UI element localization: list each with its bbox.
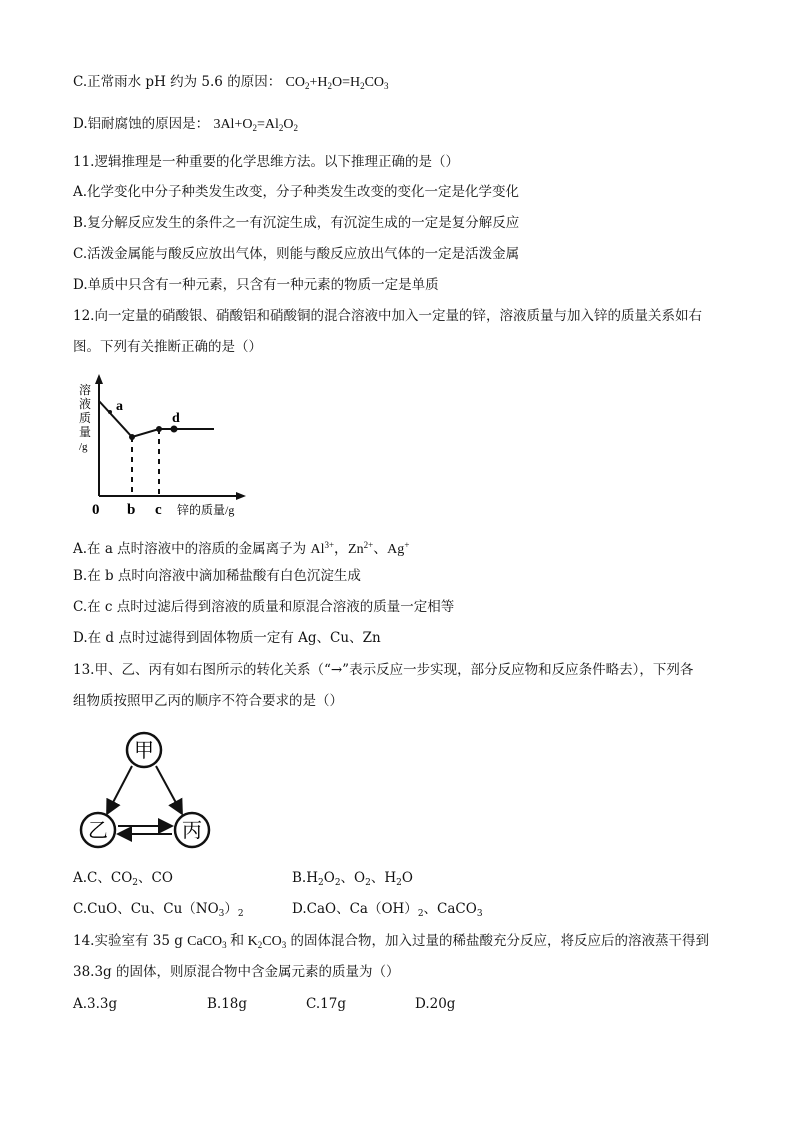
q14-option-b: B.18g (207, 996, 248, 1012)
q11-option-d: D.单质中只含有一种元素，只含有一种元素的物质一定是单质 (73, 277, 439, 293)
formula-caco3-k2co3: CaCO$_3$ 和 $K_2CO_3$ (187, 934, 287, 950)
q13-option-c: C.CuO、Cu、$Cu(NO_3)_2$ (73, 901, 244, 919)
ylabel-char-5: /g (79, 441, 88, 453)
x-axis-label: 锌的质量/g (177, 503, 235, 517)
label-c: c (155, 502, 162, 518)
q10-option-c: C.正常雨水 pH 约为 5.6 的原因： $CO_2+H_2O=H_2CO_3$ (73, 74, 389, 91)
node-jia-label: 甲 (134, 740, 154, 762)
q12-stem-1: 12.向一定量的硝酸银、硝酸铝和硝酸铜的混合溶液中加入一定量的锌，溶液质量与加入锌的质量关系如右 (73, 308, 702, 324)
q13-stem-1: 13.甲、乙、丙有如右图所示的转化关系（“→”表示反应一步实现，部分反应物和反应条件略去），下列各 (73, 662, 694, 678)
q13-stem-2: 组物质按照甲乙丙的顺序不符合要求的是（） (73, 693, 343, 709)
q14-option-c: C.17g (306, 996, 346, 1012)
q13-option-a: A.C、$CO_2$、CO (73, 870, 173, 888)
arrow-jia-to-yi (108, 766, 132, 812)
node-bing-label: 丙 (182, 820, 202, 842)
q10-option-d: D.铝耐腐蚀的原因是： $3Al+O_2=Al_2O_2$ (73, 116, 298, 133)
q11-option-a: A.化学变化中分子种类发生改变，分子种类发生改变的变化一定是化学变化 (73, 184, 520, 200)
q12-option-d: D.在 d 点时过滤得到固体物质一定有 Ag、Cu、Zn (73, 630, 381, 646)
q12-option-b: B.在 b 点时向溶液中滴加稀盐酸有白色沉淀生成 (73, 568, 361, 584)
label-a: a (116, 399, 123, 414)
q13-option-b: $B.H_2O_2$、$O_2$、$H_2O$ (292, 870, 413, 888)
ions-a: $Al^{3+}$，$Zn^{2+}$、Ag+ (310, 540, 410, 557)
q14-stem-1: 14.实验室有 35 g CaCO$_3$ 和 $K_2CO_3$ 的固体混合物，加入过量的稀盐酸充分反应，将反应后的溶液蒸干得到 (73, 933, 710, 950)
q12-option-a: A.在 a 点时溶液中的溶质的金属离子为 $Al^{3+}$，$Zn^{2+}$、Ag+ (73, 540, 410, 557)
q12-stem-2: 图。下列有关推断正确的是（） (73, 339, 262, 355)
label-origin: 0 (92, 502, 100, 518)
ylabel-char-4: 量 (79, 425, 92, 439)
q11-stem: 11.逻辑推理是一种重要的化学思维方法。以下推理正确的是（） (73, 154, 459, 170)
q12-graph (74, 372, 264, 522)
label-b: b (127, 502, 136, 518)
q11-option-b: B.复分解反应发生的条件之一有沉淀生成，有沉淀生成的一定是复分解反应 (73, 215, 520, 231)
q13-diagram (74, 730, 219, 855)
q13-option-d: D.CaO、$Ca(OH)_2$、CaCO$_3$ (292, 901, 483, 919)
arrow-jia-to-bing (156, 766, 181, 812)
q12-option-c: C.在 c 点时过滤后得到溶液的质量和原混合溶液的质量一定相等 (73, 599, 455, 615)
q14-option-a: A.3.3g (73, 996, 118, 1012)
ylabel-char-1: 溶 (79, 383, 92, 397)
formula-co2-h2o: $CO_2+H_2O=H_2CO_3$ (285, 75, 389, 91)
ylabel-char-2: 液 (79, 397, 92, 411)
y-axis-arrow (95, 374, 103, 384)
x-axis-arrow (236, 492, 246, 500)
ylabel-char-3: 质 (79, 411, 92, 425)
point-a-dot (108, 410, 112, 414)
point-d-dot (171, 426, 178, 433)
q14-stem-2: 38.3g 的固体，则原混合物中含金属元素的质量为（） (73, 964, 400, 980)
q11-option-c: C.活泼金属能与酸反应放出气体，则能与酸反应放出气体的一定是活泼金属 (73, 246, 520, 262)
q14-option-d: D.20g (415, 996, 456, 1012)
label-d: d (172, 411, 180, 426)
formula-al-o2: $3Al+O_2=Al_2O_2$ (213, 117, 298, 133)
node-yi-label: 乙 (88, 820, 108, 842)
